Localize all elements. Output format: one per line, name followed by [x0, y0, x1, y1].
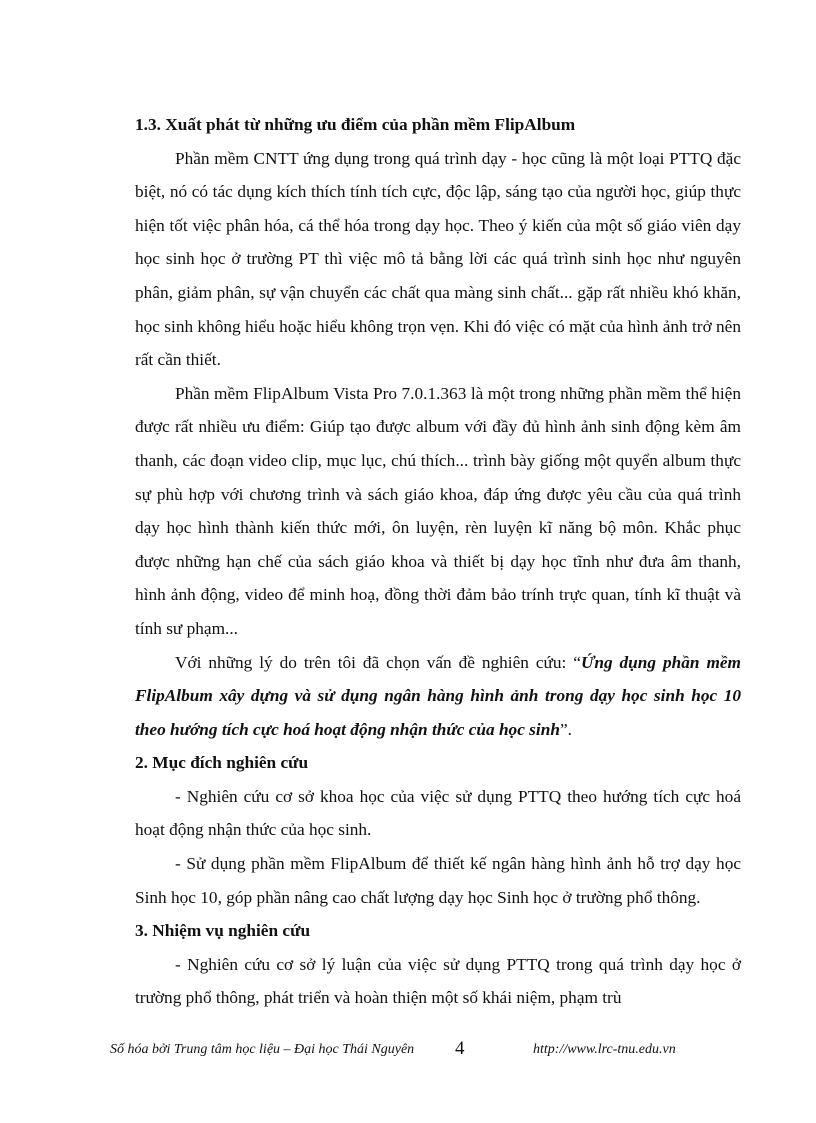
footer-source: Số hóa bởi Trung tâm học liệu – Đại học Thái Nguyên — [110, 1042, 415, 1057]
page-number: 4 — [455, 1038, 465, 1059]
topic-suffix: ”. — [559, 719, 572, 739]
topic-prefix: Với những lý do trên tôi đã chọn vấn đề nghiên cứu: “ — [175, 652, 581, 672]
page-footer — [0, 1038, 816, 1062]
paragraph-research-topic — [135, 646, 741, 747]
paragraph-flipalbum: Phần mềm FlipAlbum Vista Pro 7.0.1.363 là một trong những phần mềm thể hiện được rất nhiều ưu điểm: Giúp tạo được album với đầy đủ hình ảnh sinh động kèm âm thanh, các đoạn video clip, mục lục, chú thích... trình bày giống một quyển album thực sự phù hợp với chương trình và sách giáo khoa, đáp ứng được yêu cầu của quá trình dạy học hình thành kiến thức mới, ôn luyện, rèn luyện kĩ năng bộ môn. Khắc phục được những hạn chế của sách giáo khoa và thiết bị dạy học tĩnh như đưa âm thanh, hình ảnh động, video để minh hoạ, đồng thời đảm bảo trính trực quan, tính kĩ thuật và tính sư phạm... — [135, 383, 741, 638]
purpose-item-1: - Nghiên cứu cơ sở khoa học của việc sử dụng PTTQ theo hướng tích cực hoá hoạt động nhận thức của học sinh. — [135, 786, 741, 840]
section-1-3-heading: 1.3. Xuất phát từ những ưu điểm của phần mềm FlipAlbum — [135, 115, 576, 134]
section-3-heading: 3. Nhiệm vụ nghiên cứu — [135, 921, 311, 941]
document-body — [135, 108, 741, 1015]
paragraph-cntt: Phần mềm CNTT ứng dụng trong quá trình dạy - học cũng là một loại PTTQ đặc biệt, nó có tác dụng kích thích tính tích cực, độc lập, sáng tạo của người học, giúp thực hiện tốt việc phân hóa, cá thể hóa trong dạy học. Theo ý kiến của một số giáo viên dạy học sinh học ở trường PT thì việc mô tả bằng lời các quá trình sinh học như nguyên phân, giảm phân, sự vận chuyển các chất qua màng sinh chất... gặp rất nhiều khó khăn, học sinh không hiểu hoặc hiểu không trọn vẹn. Khi đó việc có mặt của hình ảnh trở nên rất cần thiết. — [135, 148, 741, 370]
section-2-heading: 2. Mục đích nghiên cứu — [135, 753, 309, 773]
footer-url: http://www.lrc-tnu.edu.vn — [533, 1042, 676, 1057]
task-item-1: - Nghiên cứu cơ sở lý luận của việc sử dụng PTTQ trong quá trình dạy học ở trường phổ thông, phát triển và hoàn thiện một số khái niệm, phạm trù — [135, 954, 741, 1008]
topic-title: Ứng dụng phần mềm FlipAlbum xây dựng và sử dụng ngân hàng hình ảnh trong dạy học sinh học 10 theo hướng tích cực hoá hoạt động nhận thức của học sinh — [135, 652, 741, 739]
purpose-item-2: - Sử dụng phần mềm FlipAlbum để thiết kế ngân hàng hình ảnh hỗ trợ dạy học Sinh học 10, góp phần nâng cao chất lượng dạy học Sinh học ở trường phổ thông. — [135, 854, 741, 907]
